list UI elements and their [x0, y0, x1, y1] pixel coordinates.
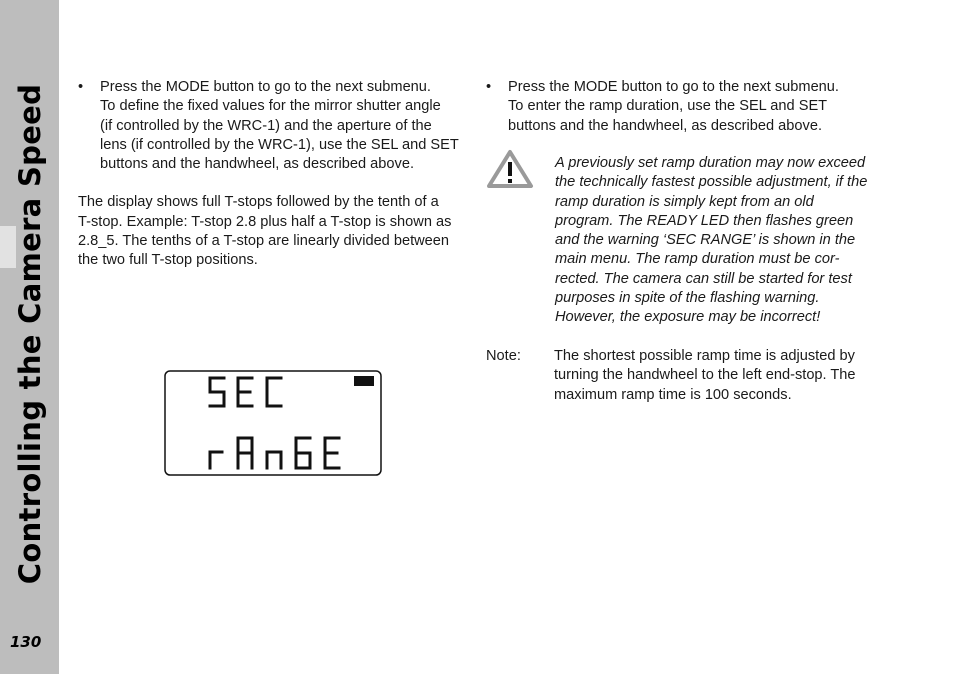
text-line: program. The READY LED then flashes green — [555, 212, 854, 229]
lcd-display — [164, 370, 382, 476]
text-line: rected. The camera can still be started for test — [555, 270, 852, 287]
warning-text — [555, 154, 867, 328]
left-paragraph — [78, 193, 459, 270]
text-line: (if controlled by the WRC-1) and the aperture of the — [100, 117, 432, 134]
text-line: buttons and the handwheel, as described above. — [508, 117, 822, 134]
left-bullet-item — [78, 78, 459, 174]
text-line: turning the handwheel to the left end-stop. The — [554, 367, 856, 384]
text-line: The display shows full T-stops followed by the tenth of a — [78, 194, 439, 211]
lcd-frame — [165, 371, 381, 475]
text-line: Press the MODE button to go to the next submenu. — [100, 79, 431, 95]
left-column — [78, 78, 459, 271]
text-line: lens (if controlled by the WRC-1), use the SEL and SET — [100, 136, 459, 153]
text-line: However, the exposure may be incorrect! — [555, 309, 821, 326]
note-label: Note: — [486, 348, 521, 364]
text-line: and the warning ‘SEC RANGE’ is shown in the — [555, 232, 856, 249]
text-line: buttons and the handwheel, as described above. — [100, 156, 414, 173]
text-line: purposes in spite of the flashing warning. — [555, 290, 820, 307]
right-column — [486, 78, 839, 136]
text-line: ramp duration is simply kept from an old — [555, 193, 814, 210]
lcd-indicator-block — [354, 376, 374, 386]
text-line: the technically fastest possible adjustment, if the — [555, 174, 868, 191]
text-line: the two full T-stop positions. — [78, 252, 258, 269]
right-bullet-item — [486, 78, 839, 136]
text-line: T-stop. Example: T-stop 2.8 plus half a T-stop is shown as — [78, 213, 452, 230]
text-line: main menu. The ramp duration must be cor- — [555, 251, 840, 268]
text-line: Press the MODE button to go to the next submenu. — [508, 79, 839, 95]
text-line: The shortest possible ramp time is adjusted by — [554, 348, 855, 364]
text-line: To define the fixed values for the mirror shutter angle — [100, 98, 441, 115]
text-line: 2.8_5. The tenths of a T-stop are linearly divided between — [78, 233, 450, 250]
bullet-dot: • — [78, 79, 84, 95]
warning-triangle-icon — [486, 149, 534, 189]
section-title-text: Controlling the Camera Speed — [13, 83, 47, 585]
bullet-dot: • — [486, 79, 492, 95]
text-line: To enter the ramp duration, use the SEL and SET — [508, 98, 828, 115]
note-text — [554, 347, 856, 405]
text-line: maximum ramp time is 100 seconds. — [554, 386, 792, 403]
text-line: A previously set ramp duration may now exceed — [555, 155, 866, 171]
page-number: 130 — [10, 633, 42, 651]
